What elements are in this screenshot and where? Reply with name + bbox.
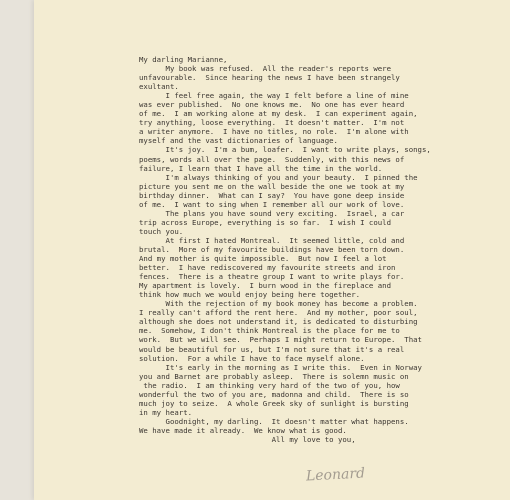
letter-line: me. Somehow, I don't think Montreal is the place for me to [139,326,400,336]
letter-line: I really can't afford the rent here. And my mother, poor soul, [139,308,418,318]
letter-line: you and Barnet are probably asleep. There is solemn music on [139,371,409,381]
letter-page [34,0,510,500]
letter-line: birthday dinner. What can I say? You have gone deep inside [139,190,405,200]
letter-line: The plans you have sound very exciting. Israel, a car [139,208,405,218]
letter-line: We have made it already. We know what is good. [139,425,347,435]
letter-line: exultant. [139,82,179,92]
letter-line: poems, words all over the page. Suddenly, with this news of [139,154,405,164]
letter-line: fences. There is a theatre group I want to write plays for. [139,272,405,282]
letter-line: touch you. [139,226,184,236]
letter-line: would be beautiful for us, but I'm not sure that it's a real [139,344,405,354]
letter-line: My apartment is lovely. I burn wood in the fireplace and [139,281,392,291]
letter-line: I feel free again, the way I felt before a line of mine [139,91,409,101]
letter-line: better. I have rediscovered my favourite streets and iron [139,263,396,273]
letter-line: although she does not understand it, is dedicated to disturbing [139,317,418,327]
letter-line: the radio. I am thinking very hard of the two of you, how [139,380,400,390]
letter-line: trip across Europe, everything is so far. I wish I could [139,217,392,227]
letter-line: failure, I learn that I have all the time in the world. [139,163,383,173]
letter-line: think how much we would enjoy being here together. [139,290,361,300]
letter-line: All my love to you, [139,434,356,444]
letter-line: wonderful the two of you are, madonna and child. There is so [139,389,409,399]
letter-line: unfavourable. Since hearing the news I have been strangely [139,73,400,83]
letter-line: picture you sent me on the wall beside the one we took at my [139,181,405,191]
letter-line: It's early in the morning as I write this. Even in Norway [139,362,422,372]
letter-line: a writer anymore. I have no titles, no role. I'm alone with [139,127,409,137]
signature: Leonard [305,465,366,485]
letter-line: With the rejection of my book money has become a problem. [139,299,418,309]
letter-line: At first I hated Montreal. It seemed little, cold and [139,235,405,245]
letter-line: myself and the vast dictionaries of language. [139,136,338,146]
letter-line: much joy to seize. A whole Greek sky of sunlight is bursting [139,398,409,408]
letter-line: of me. I want to sing when I remember all our work of love. [139,199,405,209]
letter-line: It's joy. I'm a bum, loafer. I want to write plays, songs, [139,145,431,155]
letter-line: of me. I am working alone at my desk. I can experiment again, [139,109,418,119]
letter-line: solution. For a while I have to face myself alone. [139,353,365,363]
letter-line: My darling Marianne, [139,55,228,64]
letter-line: brutal. More of my favourite buildings have been torn down. [139,244,405,254]
letter-line: My book was refused. All the reader's reports were [139,64,392,74]
letter-line: work. But we will see. Perhaps I might return to Europe. That [139,335,422,345]
letter-line: And my mother is quite impossible. But now I feel a lot [139,254,387,264]
letter-line: was ever published. No one knows me. No one has ever heard [139,100,405,110]
letter-body [139,55,510,444]
letter-line: Goodnight, my darling. It doesn't matter what happens. [139,416,409,426]
letter-line: I'm always thinking of you and your beauty. I pinned the [139,172,418,182]
letter-line: try anything, loose everything. It doesn't matter. I'm not [139,118,405,128]
letter-line: in my heart. [139,407,193,417]
